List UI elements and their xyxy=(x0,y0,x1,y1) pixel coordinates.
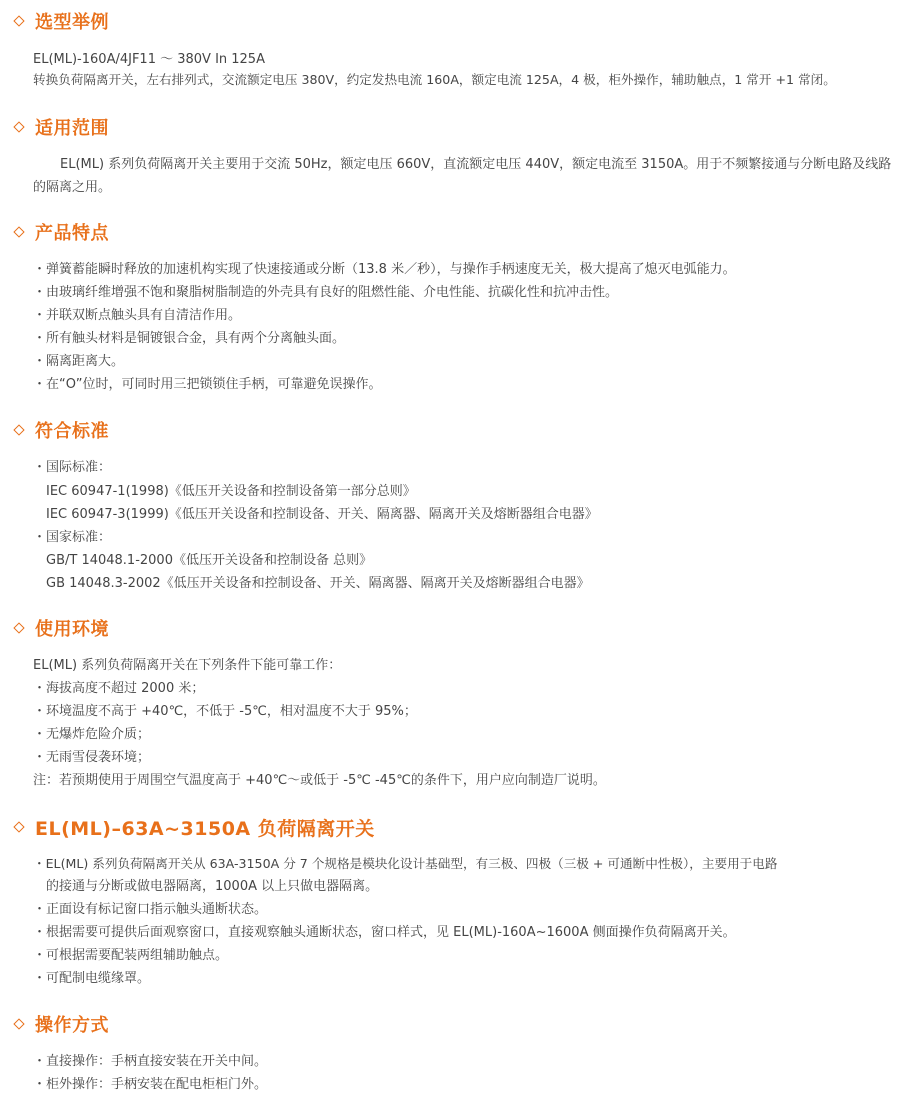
heading-operation xyxy=(12,1012,109,1036)
standard-line: ・国际标准： xyxy=(33,460,112,475)
env-line: ・无雨雪侵袭环境； xyxy=(33,750,151,765)
standard-line: IEC 60947-1(1998)《低压开关设备和控制设备第一部分总则》 xyxy=(46,484,416,499)
section-title: 使用环境 xyxy=(35,619,109,640)
section-title: 符合标准 xyxy=(35,421,109,442)
list-item: ・柜外操作：手柄安装在配电柜柜门外。 xyxy=(33,1077,268,1092)
section-title: 选型举例 xyxy=(35,12,109,33)
heading-selection xyxy=(12,9,109,33)
diamond-icon xyxy=(13,226,24,237)
env-note: 注：若预期使用于周围空气温度高于 +40℃～或低于 -5℃ -45℃的条件下，用户应向制造厂说明。 xyxy=(33,773,606,788)
standard-line: GB/T 14048.1-2000《低压开关设备和控制设备 总则》 xyxy=(46,553,373,568)
diamond-icon xyxy=(13,121,24,132)
standard-line: ・国家标准： xyxy=(33,530,112,545)
section-title: 产品特点 xyxy=(35,223,109,244)
heading-environment xyxy=(12,616,109,640)
list-item: ・弹簧蓄能瞬时释放的加速机构实现了快速接通或分断（13.8 米／秒），与操作手柄速度无关，极大提高了熄灭电弧能力。 xyxy=(33,262,736,277)
list-item-continued: 的接通与分断或做电器隔离，1000A 以上只做电器隔离。 xyxy=(46,879,379,894)
standard-line: GB 14048.3-2002《低压开关设备和控制设备、开关、隔离器、隔离开关及熔断器组合电器》 xyxy=(46,576,590,591)
diamond-icon xyxy=(13,622,24,633)
list-item: ・隔离距离大。 xyxy=(33,354,125,369)
heading-scope xyxy=(12,115,109,139)
diamond-icon xyxy=(13,821,24,832)
diamond-icon xyxy=(13,15,24,26)
list-item: ・由玻璃纤维增强不饱和聚脂树脂制造的外壳具有良好的阻燃性能、介电性能、抗碳化性和抗冲击性。 xyxy=(33,285,619,300)
diamond-icon xyxy=(13,424,24,435)
list-item: ・根据需要可提供后面观察窗口，直接观察触头通断状态，窗口样式，见 EL(ML)-160A~1600A 侧面操作负荷隔离开关。 xyxy=(33,925,736,940)
list-item: ・EL(ML) 系列负荷隔离开关从 63A-3150A 分 7 个规格是模块化设计基础型，有三极、四极（三极 + 可通断中性极），主要用于电路 xyxy=(33,856,778,871)
list-item: ・直接操作：手柄直接安装在开关中间。 xyxy=(33,1054,268,1069)
section-title: 适用范围 xyxy=(35,118,109,139)
env-line: EL(ML) 系列负荷隔离开关在下列条件下能可靠工作： xyxy=(33,658,342,673)
heading-features xyxy=(12,220,109,244)
section-title: EL(ML)–63A~3150A 负荷隔离开关 xyxy=(35,817,375,840)
selection-model: EL(ML)-160A/4JF11 ～ 380V In 125A xyxy=(33,52,265,67)
list-item: ・可配制电缆缘罩。 xyxy=(33,971,151,986)
env-line: ・环境温度不高于 +40℃，不低于 -5℃，相对温度不大于 95%； xyxy=(33,704,417,719)
diamond-icon xyxy=(13,1018,24,1029)
list-item: ・可根据需要配装两组辅助触点。 xyxy=(33,948,229,963)
standard-line: IEC 60947-3(1999)《低压开关设备和控制设备、开关、隔离器、隔离开关及熔断器组合电器》 xyxy=(46,507,598,522)
list-item: ・所有触头材料是铜镀银合金，具有两个分离触头面。 xyxy=(33,331,346,346)
env-line: ・海拔高度不超过 2000 米； xyxy=(33,681,205,696)
section-title: 操作方式 xyxy=(35,1015,109,1036)
scope-paragraph: EL(ML) 系列负荷隔离开关主要用于交流 50Hz，额定电压 660V，直流额定电压 440V，额定电流至 3150A。用于不频繁接通与分断电路及线路的隔离之用。 xyxy=(33,157,892,195)
heading-standards xyxy=(12,418,109,442)
heading-product xyxy=(12,815,375,839)
list-item: ・并联双断点触头具有自清洁作用。 xyxy=(33,308,242,323)
list-item: ・正面设有标记窗口指示触头通断状态。 xyxy=(33,902,268,917)
selection-description: 转换负荷隔离开关，左右排列式，交流额定电压 380V，约定发热电流 160A，额定电流 125A，4 极，柜外操作，辅助触点，1 常开 +1 常闭。 xyxy=(33,72,836,87)
env-line: ・无爆炸危险介质； xyxy=(33,727,151,742)
list-item: ・在“O”位时，可同时用三把锁锁住手柄，可靠避免误操作。 xyxy=(33,377,382,392)
